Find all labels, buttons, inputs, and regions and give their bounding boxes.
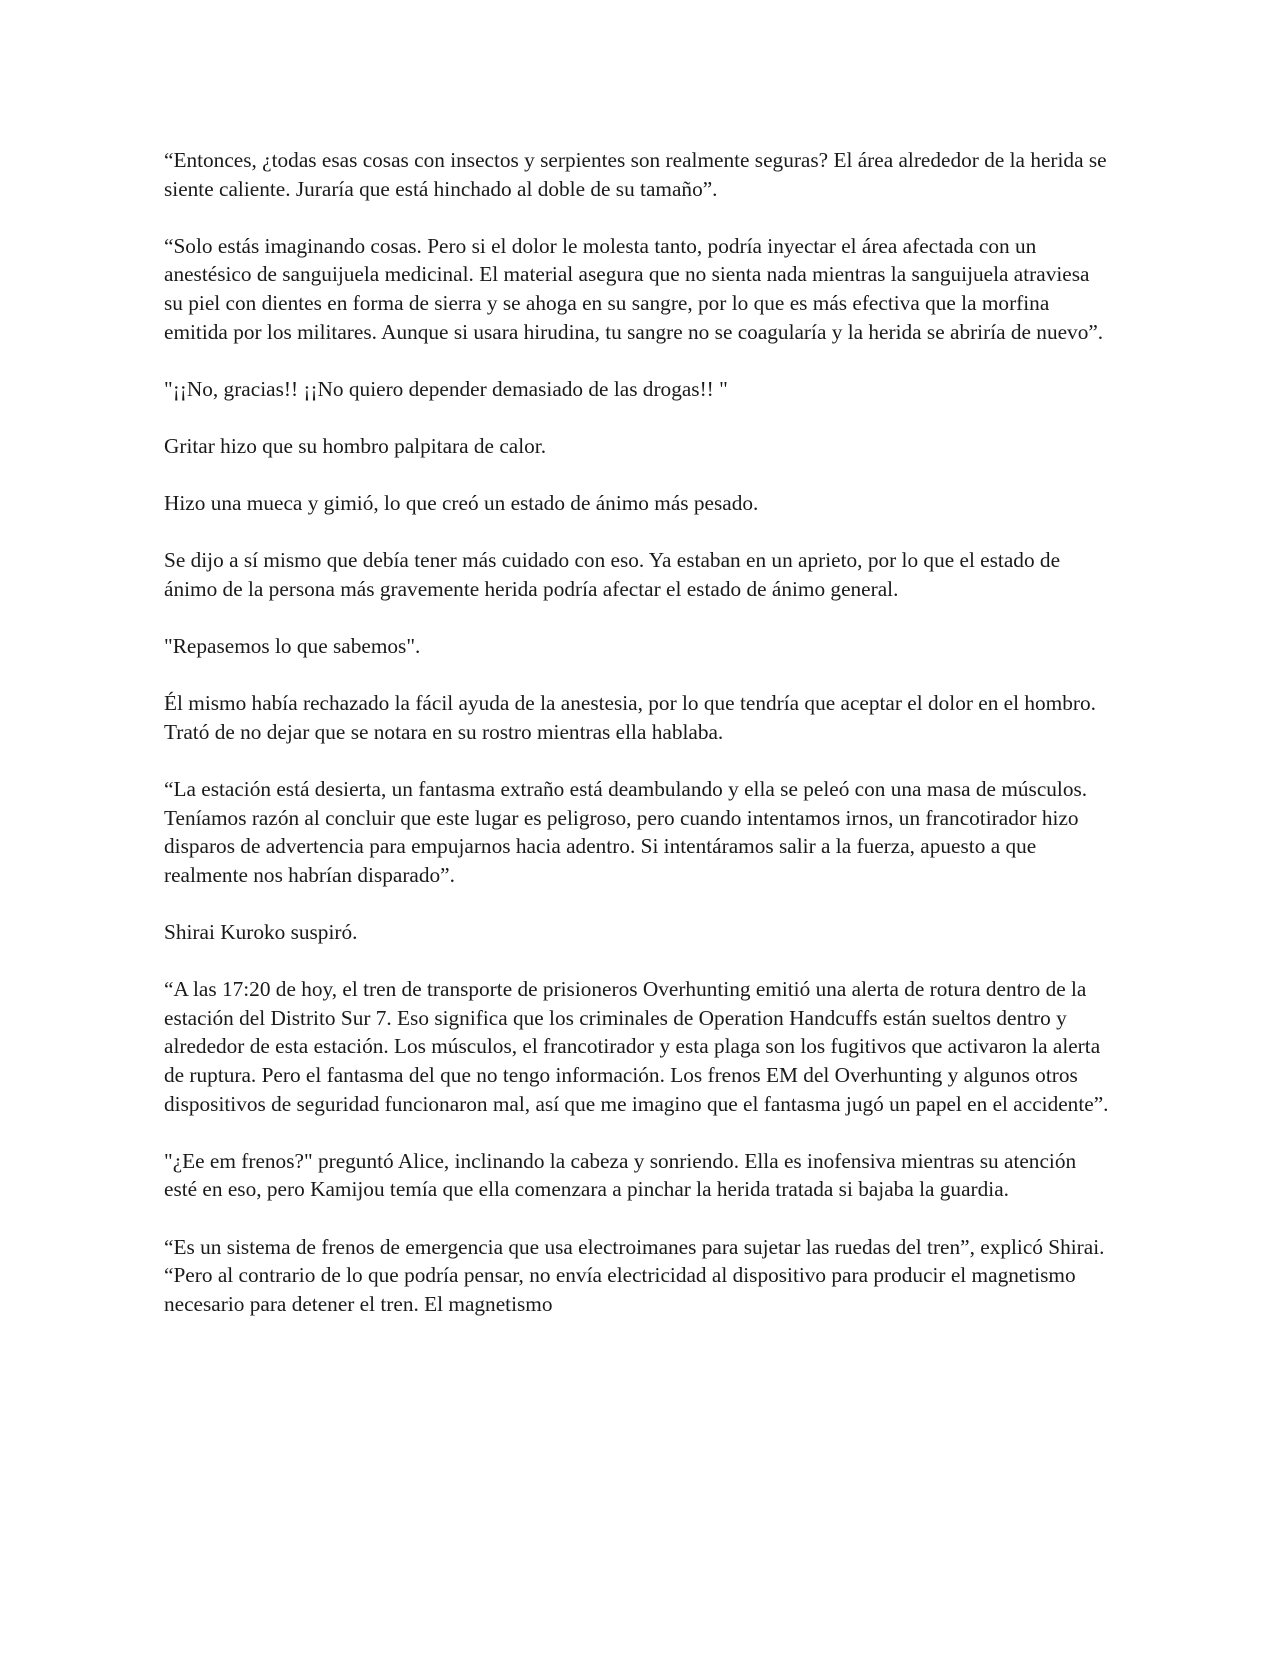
paragraph: Shirai Kuroko suspiró. [164,920,358,945]
paragraph: “A las 17:20 de hoy, el tren de transporte de prisioneros Overhunting emitió una alerta de rotura dentro de la estación del Distrito Sur 7. Eso significa que los criminales de Operation Handcuffs están sueltos dentro y alrededor de esta estación. Los músculos, el francotirador y esta plaga son los fugitivos que activaron la alerta de ruptura. Pero el fantasma del que no tengo información. Los frenos EM del Overhunting y algunos otros dispositivos de seguridad funcionaron mal, así que me imagino que el fantasma jugó un papel en el accidente”. [164,977,1109,1116]
paragraph: Gritar hizo que su hombro palpitara de calor. [164,433,547,458]
paragraph: Hizo una mueca y gimió, lo que creó un estado de ánimo más pesado. [164,491,759,516]
paragraph: “Es un sistema de frenos de emergencia que usa electroimanes para sujetar las ruedas del tren”, explicó Shirai. “Pero al contrario de lo que podría pensar, no envía electricidad al dispositivo para producir el magnetismo necesario para detener el tren. El magnetismo [164,1234,1105,1316]
paragraphs-container [164,146,1113,1318]
paragraph: Él mismo había rechazado la fácil ayuda de la anestesia, por lo que tendría que aceptar el dolor en el hombro. Trató de no dejar que se notara en su rostro mientras ella hablaba. [164,691,1096,744]
paragraph: “La estación está desierta, un fantasma extraño está deambulando y ella se peleó con una masa de músculos. Teníamos razón al concluir que este lugar es peligroso, pero cuando intentamos irnos, un francotirador hizo disparos de advertencia para empujarnos hacia adentro. Si intentáramos salir a la fuerza, apuesto a que realmente nos habrían disparado”. [164,777,1088,887]
paragraph: “Entonces, ¿todas esas cosas con insectos y serpientes son realmente seguras? El área alrededor de la herida se siente caliente. Juraría que está hinchado al doble de su tamaño”. [164,148,1107,201]
paragraph: "¿Ee em frenos?" preguntó Alice, inclinando la cabeza y sonriendo. Ella es inofensiva mientras su atención esté en eso, pero Kamijou temía que ella comenzara a pinchar la herida tratada si bajaba la guardia. [164,1148,1077,1202]
paragraph: Se dijo a sí mismo que debía tener más cuidado con eso. Ya estaban en un aprieto, por lo que el estado de ánimo de la persona más gravemente herida podría afectar el estado de ánimo general. [164,548,1061,601]
paragraph: "¡¡No, gracias!! ¡¡No quiero depender demasiado de las drogas!! " [164,376,728,401]
paragraph: "Repasemos lo que sabemos". [164,634,421,659]
paragraph: “Solo estás imaginando cosas. Pero si el dolor le molesta tanto, podría inyectar el área afectada con un anestésico de sanguijuela medicinal. El material asegura que no sienta nada mientras la sanguijuela atraviesa su piel con dientes en forma de sierra y se ahoga en su sangre, por lo que es más efectiva que la morfina emitida por los militares. Aunque si usara hirudina, tu sangre no se coagularía y la herida se abriría de nuevo”. [164,233,1104,344]
